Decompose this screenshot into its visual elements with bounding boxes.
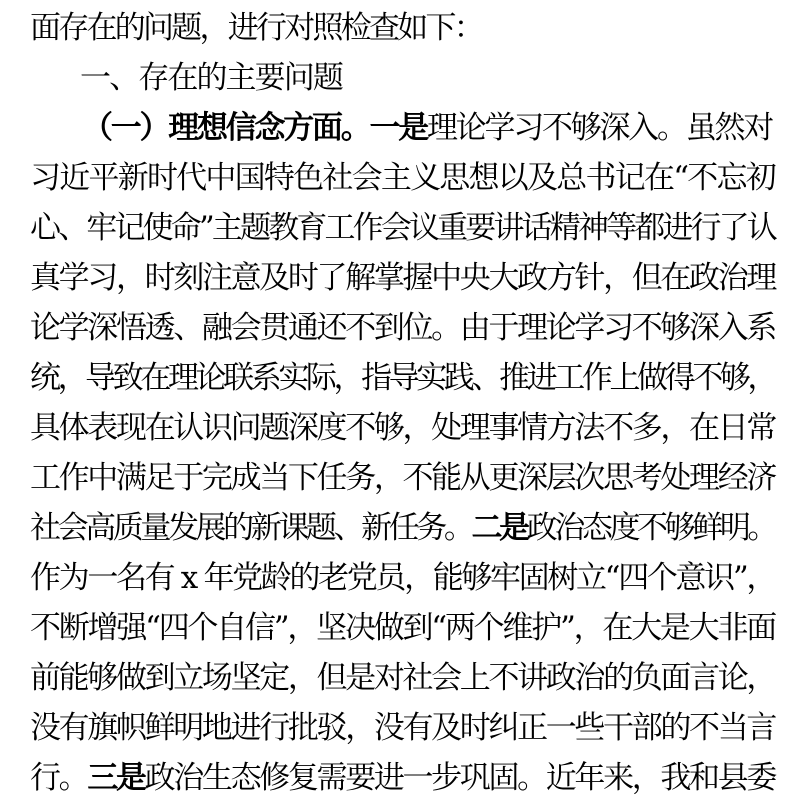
body-text: 行。 [30, 760, 88, 796]
line-11 [30, 608, 775, 648]
body-text: 前能够做到立场坚定，但是对社会上不讲政治的负面言论， [30, 660, 775, 696]
emphasis-text: 一是 [369, 110, 427, 146]
body-text: 心、牢记使命”主题教育工作会议重要讲话精神等都进行了认 [30, 210, 775, 246]
line-03 [30, 208, 775, 248]
line-intro [30, 8, 482, 48]
body-text: 社会高质量发展的新课题、新任务。 [30, 510, 472, 546]
body-text: 政治态度不够鲜明。 [526, 510, 775, 546]
body-text: 论学深悟透、融会贯通还不到位。由于理论学习不够深入系 [30, 310, 775, 346]
body-text: 一、存在的主要问题 [80, 60, 342, 96]
body-text: 不断增强“四个自信”，坚决做到“两个维护”，在大是大非面 [30, 610, 775, 646]
line-08 [30, 458, 775, 498]
emphasis-text: 二是 [471, 510, 527, 546]
line-12 [30, 658, 775, 698]
line-13 [30, 708, 775, 748]
line-01 [82, 108, 772, 148]
body-text: 习近平新时代中国特色社会主义思想以及总书记在“不忘初 [30, 160, 775, 196]
body-text: 理论学习不够深入。虽然对 [427, 110, 772, 146]
line-09 [30, 508, 775, 548]
body-text: 作为一名有 x 年党龄的老党员，能够牢固树立“四个意识”， [30, 560, 775, 596]
line-07 [30, 408, 775, 448]
body-text: 没有旗帜鲜明地进行批驳，没有及时纠正一些干部的不当言 [30, 710, 775, 746]
body-text: 面存在的问题，进行对照检查如下： [30, 10, 482, 46]
line-02 [30, 158, 775, 198]
body-text: 工作中满足于完成当下任务，不能从更深层次思考处理经济 [30, 460, 775, 496]
body-text: 统，导致在理论联系实际，指导实践、推进工作上做得不够， [30, 360, 775, 396]
line-06 [30, 358, 775, 398]
body-text: 政治生态修复需要进一步巩固。近年来，我和县委 [144, 760, 775, 796]
line-14 [30, 758, 775, 798]
emphasis-text: （一）理想信念方面。 [82, 110, 370, 146]
line-10 [30, 558, 775, 598]
line-04 [30, 258, 775, 298]
emphasis-text: 三是 [87, 760, 145, 796]
section-heading [80, 58, 342, 98]
body-text: 真学习，时刻注意及时了解掌握中央大政方针，但在政治理 [30, 260, 775, 296]
body-text: 具体表现在认识问题深度不够，处理事情方法不多，在日常 [30, 410, 775, 446]
line-05 [30, 308, 775, 348]
